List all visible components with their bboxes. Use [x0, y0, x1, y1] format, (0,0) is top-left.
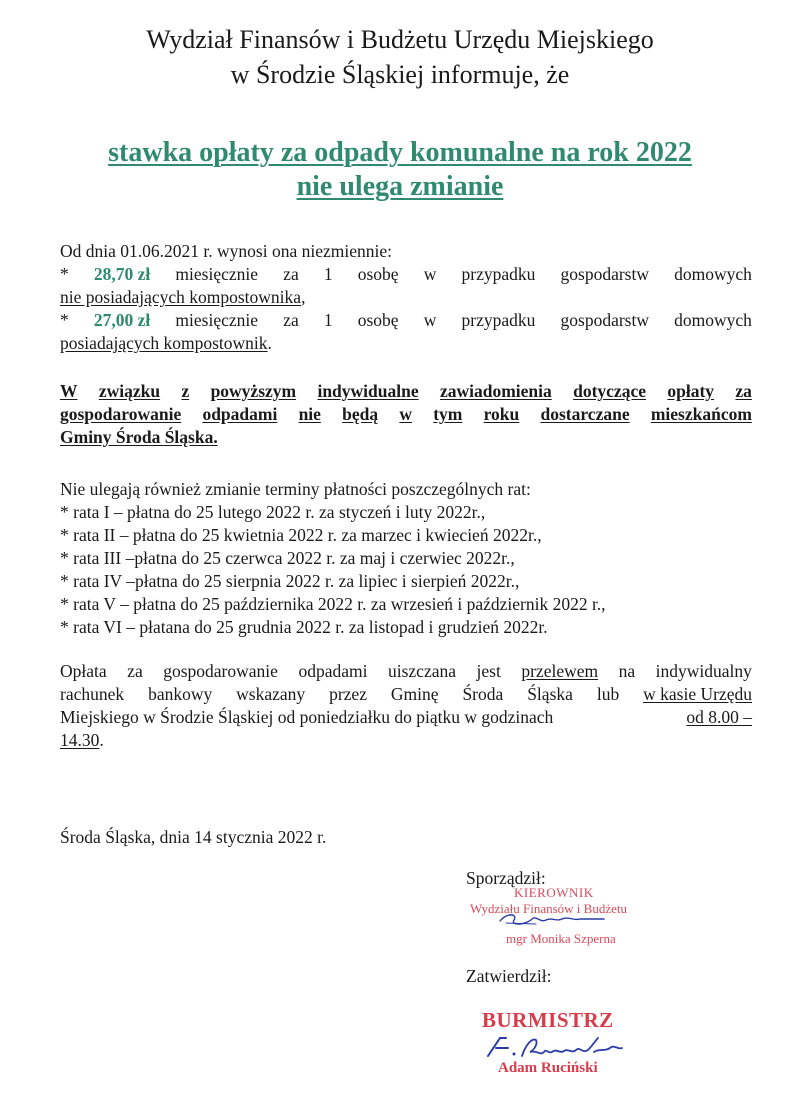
notice-word: związku: [98, 381, 161, 401]
rate-suffix: .: [267, 333, 272, 353]
stamp-title: BURMISTRZ: [482, 1008, 614, 1032]
payment-word: lub: [596, 684, 620, 704]
installment-item: * rata V – płatna do 25 października 2022 r. za wrzesień i październik 2022 r.,: [60, 594, 606, 614]
payment-paragraph: [60, 660, 752, 752]
stamp-department: Wydziału Finansów i Budżetu: [470, 901, 627, 916]
rate-item-2: [60, 309, 752, 332]
payment-method-transfer: przelewem: [521, 661, 599, 681]
handwritten-signature-icon: [496, 911, 606, 929]
headline-line-1: stawka opłaty za odpady komunalne na rok 2022: [108, 137, 692, 168]
payment-word: Gminę: [390, 684, 439, 704]
notice-word: będą: [342, 404, 379, 424]
stamp-title: KIEROWNIK: [514, 885, 594, 900]
rates-section: [60, 240, 752, 355]
payment-line-3-text: Miejskiego w Środzie Śląskiej od poniedziałku do piątku w godzinach: [60, 707, 554, 727]
rate-suffix: ,: [301, 287, 306, 307]
notice-word: mieszkańcom: [650, 404, 752, 424]
notice-paragraph: [60, 380, 752, 449]
notice-word: za: [735, 381, 752, 401]
rate-word: domowych: [674, 264, 752, 284]
payment-word: odpadami: [298, 661, 368, 681]
installment-item: * rata I – płatna do 25 lutego 2022 r. za styczeń i luty 2022r.,: [60, 502, 486, 522]
notice-word: odpadami: [202, 404, 278, 424]
payment-hours-start: od 8.00 –: [686, 707, 752, 727]
notice-line-3: [60, 426, 752, 449]
installment-item: * rata II – płatna do 25 kwietnia 2022 r. za marzec i kwiecień 2022r.,: [60, 525, 542, 545]
rate-word: przypadku: [461, 264, 536, 284]
rate-word: gospodarstw: [560, 264, 649, 284]
notice-word: nie: [298, 404, 321, 424]
rate-word: przypadku: [461, 310, 536, 330]
headline-line-2: nie ulega zmianie: [296, 171, 504, 202]
mayor-stamp: [482, 1008, 682, 1088]
rates-intro: Od dnia 01.06.2021 r. wynosi ona niezmiennie:: [60, 241, 392, 261]
notice-word: indywidualne: [317, 381, 419, 401]
rate-item-1-continuation: [60, 286, 752, 309]
payment-method-cash-desk: w kasie Urzędu: [643, 684, 752, 704]
payment-word: rachunek: [60, 684, 125, 704]
place-date-line: Środa Śląska, dnia 14 stycznia 2022 r.: [60, 827, 327, 847]
payment-word: uiszczana: [387, 661, 456, 681]
rate-word: za: [283, 264, 299, 284]
payment-word: za: [127, 661, 143, 681]
payment-word: Opłata: [60, 661, 107, 681]
notice-word: tym: [433, 404, 463, 424]
payment-word: wskazany: [236, 684, 306, 704]
installments-intro: Nie ulegają również zmianie terminy płatności poszczególnych rat:: [60, 479, 531, 499]
payment-suffix: .: [99, 730, 104, 750]
rate-word: gospodarstw: [560, 310, 649, 330]
rate-word: w: [423, 264, 437, 284]
payment-line-3: [60, 706, 752, 729]
rate-amount: 27,00 zł: [93, 310, 151, 330]
rate-word: w: [423, 310, 437, 330]
installment-item: * rata VI – płatana do 25 grudnia 2022 r. za listopad i grudzień 2022r.: [60, 617, 548, 637]
notice-word: w: [399, 404, 412, 424]
notice-word: z: [181, 381, 190, 401]
notice-word: gospodarowanie: [60, 404, 182, 424]
prepared-by-label: Sporządził:: [466, 868, 546, 888]
rate-word: osobę: [357, 310, 399, 330]
notice-word: W: [60, 381, 78, 401]
payment-word: Środa: [462, 684, 504, 704]
rate-word: miesięcznie: [175, 264, 259, 284]
head-of-department-stamp: [466, 885, 666, 955]
headline: [0, 136, 800, 204]
notice-line-3-text: Gminy Środa Śląska.: [60, 427, 218, 447]
payment-word: indywidualny: [655, 661, 752, 681]
notice-word: dotyczące: [573, 381, 646, 401]
notice-line-1: [60, 380, 752, 403]
installments-section: [60, 478, 752, 639]
payment-word: na: [618, 661, 636, 681]
payment-word: bankowy: [148, 684, 213, 704]
notice-word: opłaty: [667, 381, 715, 401]
rate-word: miesięcznie: [175, 310, 259, 330]
notice-word: roku: [483, 404, 520, 424]
stamp-person-name: Adam Ruciński: [498, 1060, 598, 1076]
rate-condition: nie posiadających kompostownika: [60, 287, 302, 307]
payment-hours-end: 14.30: [60, 730, 100, 750]
notice-line-2: [60, 403, 752, 426]
rate-item-2-continuation: [60, 332, 752, 355]
payment-line-1: [60, 660, 752, 683]
payment-line-2: [60, 683, 752, 706]
notice-word: zawiadomienia: [439, 381, 552, 401]
payment-word: gospodarowanie: [163, 661, 278, 681]
rate-amount: 28,70 zł: [93, 264, 151, 284]
rate-word: domowych: [674, 310, 752, 330]
payment-word: przez: [329, 684, 367, 704]
header-line-2: w Środzie Śląskiej informuje, że: [230, 60, 570, 89]
rate-bullet: *: [60, 310, 69, 330]
notice-word: powyższym: [210, 381, 297, 401]
rate-word: za: [283, 310, 299, 330]
rate-word: 1: [323, 310, 333, 330]
installment-item: * rata III –płatna do 25 czerwca 2022 r. za maj i czerwiec 2022r.,: [60, 548, 515, 568]
payment-word: jest: [476, 661, 501, 681]
document-header: [0, 22, 800, 92]
rate-condition: posiadających kompostownik: [60, 333, 268, 353]
notice-word: dostarczane: [540, 404, 630, 424]
handwritten-signature-icon: [482, 1034, 642, 1060]
approved-by-label: Zatwierdził:: [466, 966, 552, 986]
payment-word: Śląska: [527, 684, 573, 704]
rate-item-1: [60, 263, 752, 286]
header-line-1: Wydział Finansów i Budżetu Urzędu Miejskiego: [146, 25, 654, 54]
rate-word: 1: [323, 264, 333, 284]
installment-item: * rata IV –płatna do 25 sierpnia 2022 r. za lipiec i sierpień 2022r.,: [60, 571, 520, 591]
stamp-person-name: mgr Monika Szperna: [506, 931, 616, 946]
rate-bullet: *: [60, 264, 69, 284]
payment-line-4: [60, 729, 752, 752]
rate-word: osobę: [357, 264, 399, 284]
